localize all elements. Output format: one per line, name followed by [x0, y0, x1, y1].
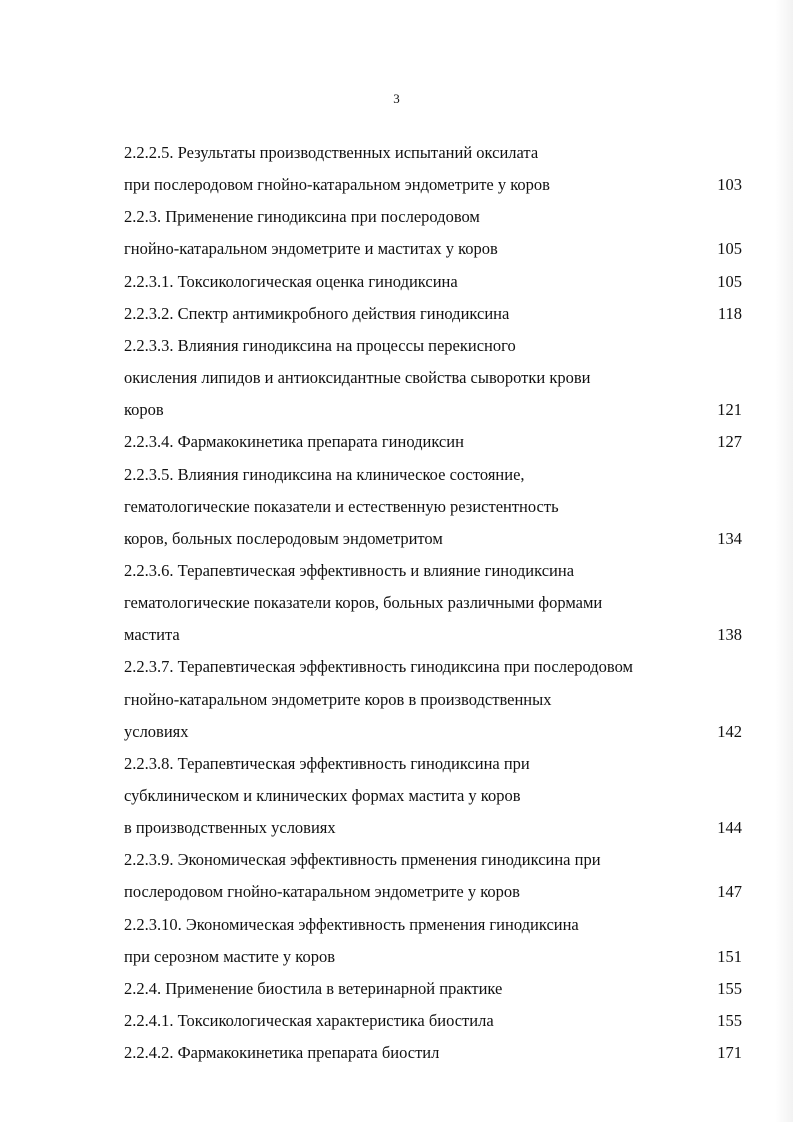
- toc-entry-line: 2.2.3.9. Экономическая эффективность прменения гинодиксина при: [124, 850, 601, 870]
- toc-entry-line: мастита: [124, 625, 180, 645]
- toc-page-number: 138: [717, 625, 742, 645]
- toc-page-number: 105: [717, 271, 742, 291]
- toc-page-number: 144: [717, 818, 742, 838]
- toc-entry-line: окисления липидов и антиоксидантные свойства сыворотки крови: [124, 368, 591, 388]
- toc-page-number: 103: [717, 175, 742, 195]
- toc-entry-line: 2.2.2.5. Результаты производственных испытаний оксилата: [124, 143, 539, 162]
- toc-entry-line: субклиническом и клинических формах мастита у коров: [124, 786, 521, 805]
- toc-page-number: 151: [717, 946, 742, 966]
- toc-entry-line: 2.2.3.8. Терапевтическая эффективность гинодиксина при: [124, 753, 530, 773]
- toc-entry-line: 2.2.3.6. Терапевтическая эффективность и влияние гинодиксина: [124, 560, 575, 580]
- toc-page-number: 171: [717, 1043, 742, 1063]
- toc-page-number: 155: [717, 978, 742, 998]
- toc-page-number: 118: [717, 303, 742, 323]
- toc-entry-line: послеродовом гнойно-катаральном эндометрите у коров: [124, 882, 520, 902]
- toc-page-number: 142: [717, 721, 742, 741]
- toc-entry-line: 2.2.3.10. Экономическая эффективность прменения гинодиксина: [124, 914, 579, 934]
- toc-entry-line: 2.2.3.5. Влияния гинодиксина на клиническое состояние,: [124, 464, 525, 484]
- toc-entry-line: гнойно-катаральном эндометрите и маститах у коров: [124, 239, 498, 259]
- toc-page-number: 155: [717, 1011, 742, 1031]
- toc-entry-line: коров: [124, 400, 164, 420]
- toc-entry-line: коров, больных послеродовым эндометритом: [124, 528, 443, 548]
- toc-page-number: 121: [717, 400, 742, 420]
- toc-page-number: 134: [717, 528, 742, 548]
- toc-entry-line: 2.2.4.2. Фармакокинетика препарата биостил: [124, 1043, 440, 1063]
- toc-entry-line: 2.2.3.2. Спектр антимикробного действия гинодиксина: [124, 303, 510, 323]
- toc-entry-line: гематологические показатели коров, больных различными формами: [124, 593, 603, 613]
- toc-page-number: 105: [717, 239, 742, 259]
- toc-entry-line: гематологические показатели и естественную резистентность: [124, 496, 559, 516]
- toc-entry-line: условиях: [124, 721, 189, 741]
- toc-entry-line: гнойно-катаральном эндометрите коров в производственных: [124, 689, 552, 709]
- toc-page-number: 127: [717, 432, 742, 452]
- toc-entry-line: 2.2.3.3. Влияния гинодиксина на процессы перекисного: [124, 335, 516, 355]
- toc-entry-line: 2.2.3.7. Терапевтическая эффективность гинодиксина при послеродовом: [124, 657, 633, 677]
- toc-entry-line: при послеродовом гнойно-катаральном эндометрите у коров: [124, 175, 550, 195]
- page-number: 3: [393, 91, 400, 106]
- toc-entry-line: в производственных условиях: [124, 818, 336, 838]
- toc-entry-line: 2.2.3. Применение гинодиксина при послеродовом: [124, 207, 480, 227]
- scan-edge-shadow: [775, 0, 793, 1122]
- toc-entry-line: 2.2.4. Применение биостила в ветеринарной практике: [124, 978, 503, 998]
- toc-entry-line: 2.2.4.1. Токсикологическая характеристика биостила: [124, 1011, 494, 1031]
- toc-page-number: 147: [717, 882, 742, 902]
- toc-entry-line: при серозном мастите у коров: [124, 946, 336, 966]
- toc-entry-line: 2.2.3.1. Токсикологическая оценка гинодиксина: [124, 271, 458, 291]
- toc-entry-line: 2.2.3.4. Фармакокинетика препарата гинодиксин: [124, 432, 464, 452]
